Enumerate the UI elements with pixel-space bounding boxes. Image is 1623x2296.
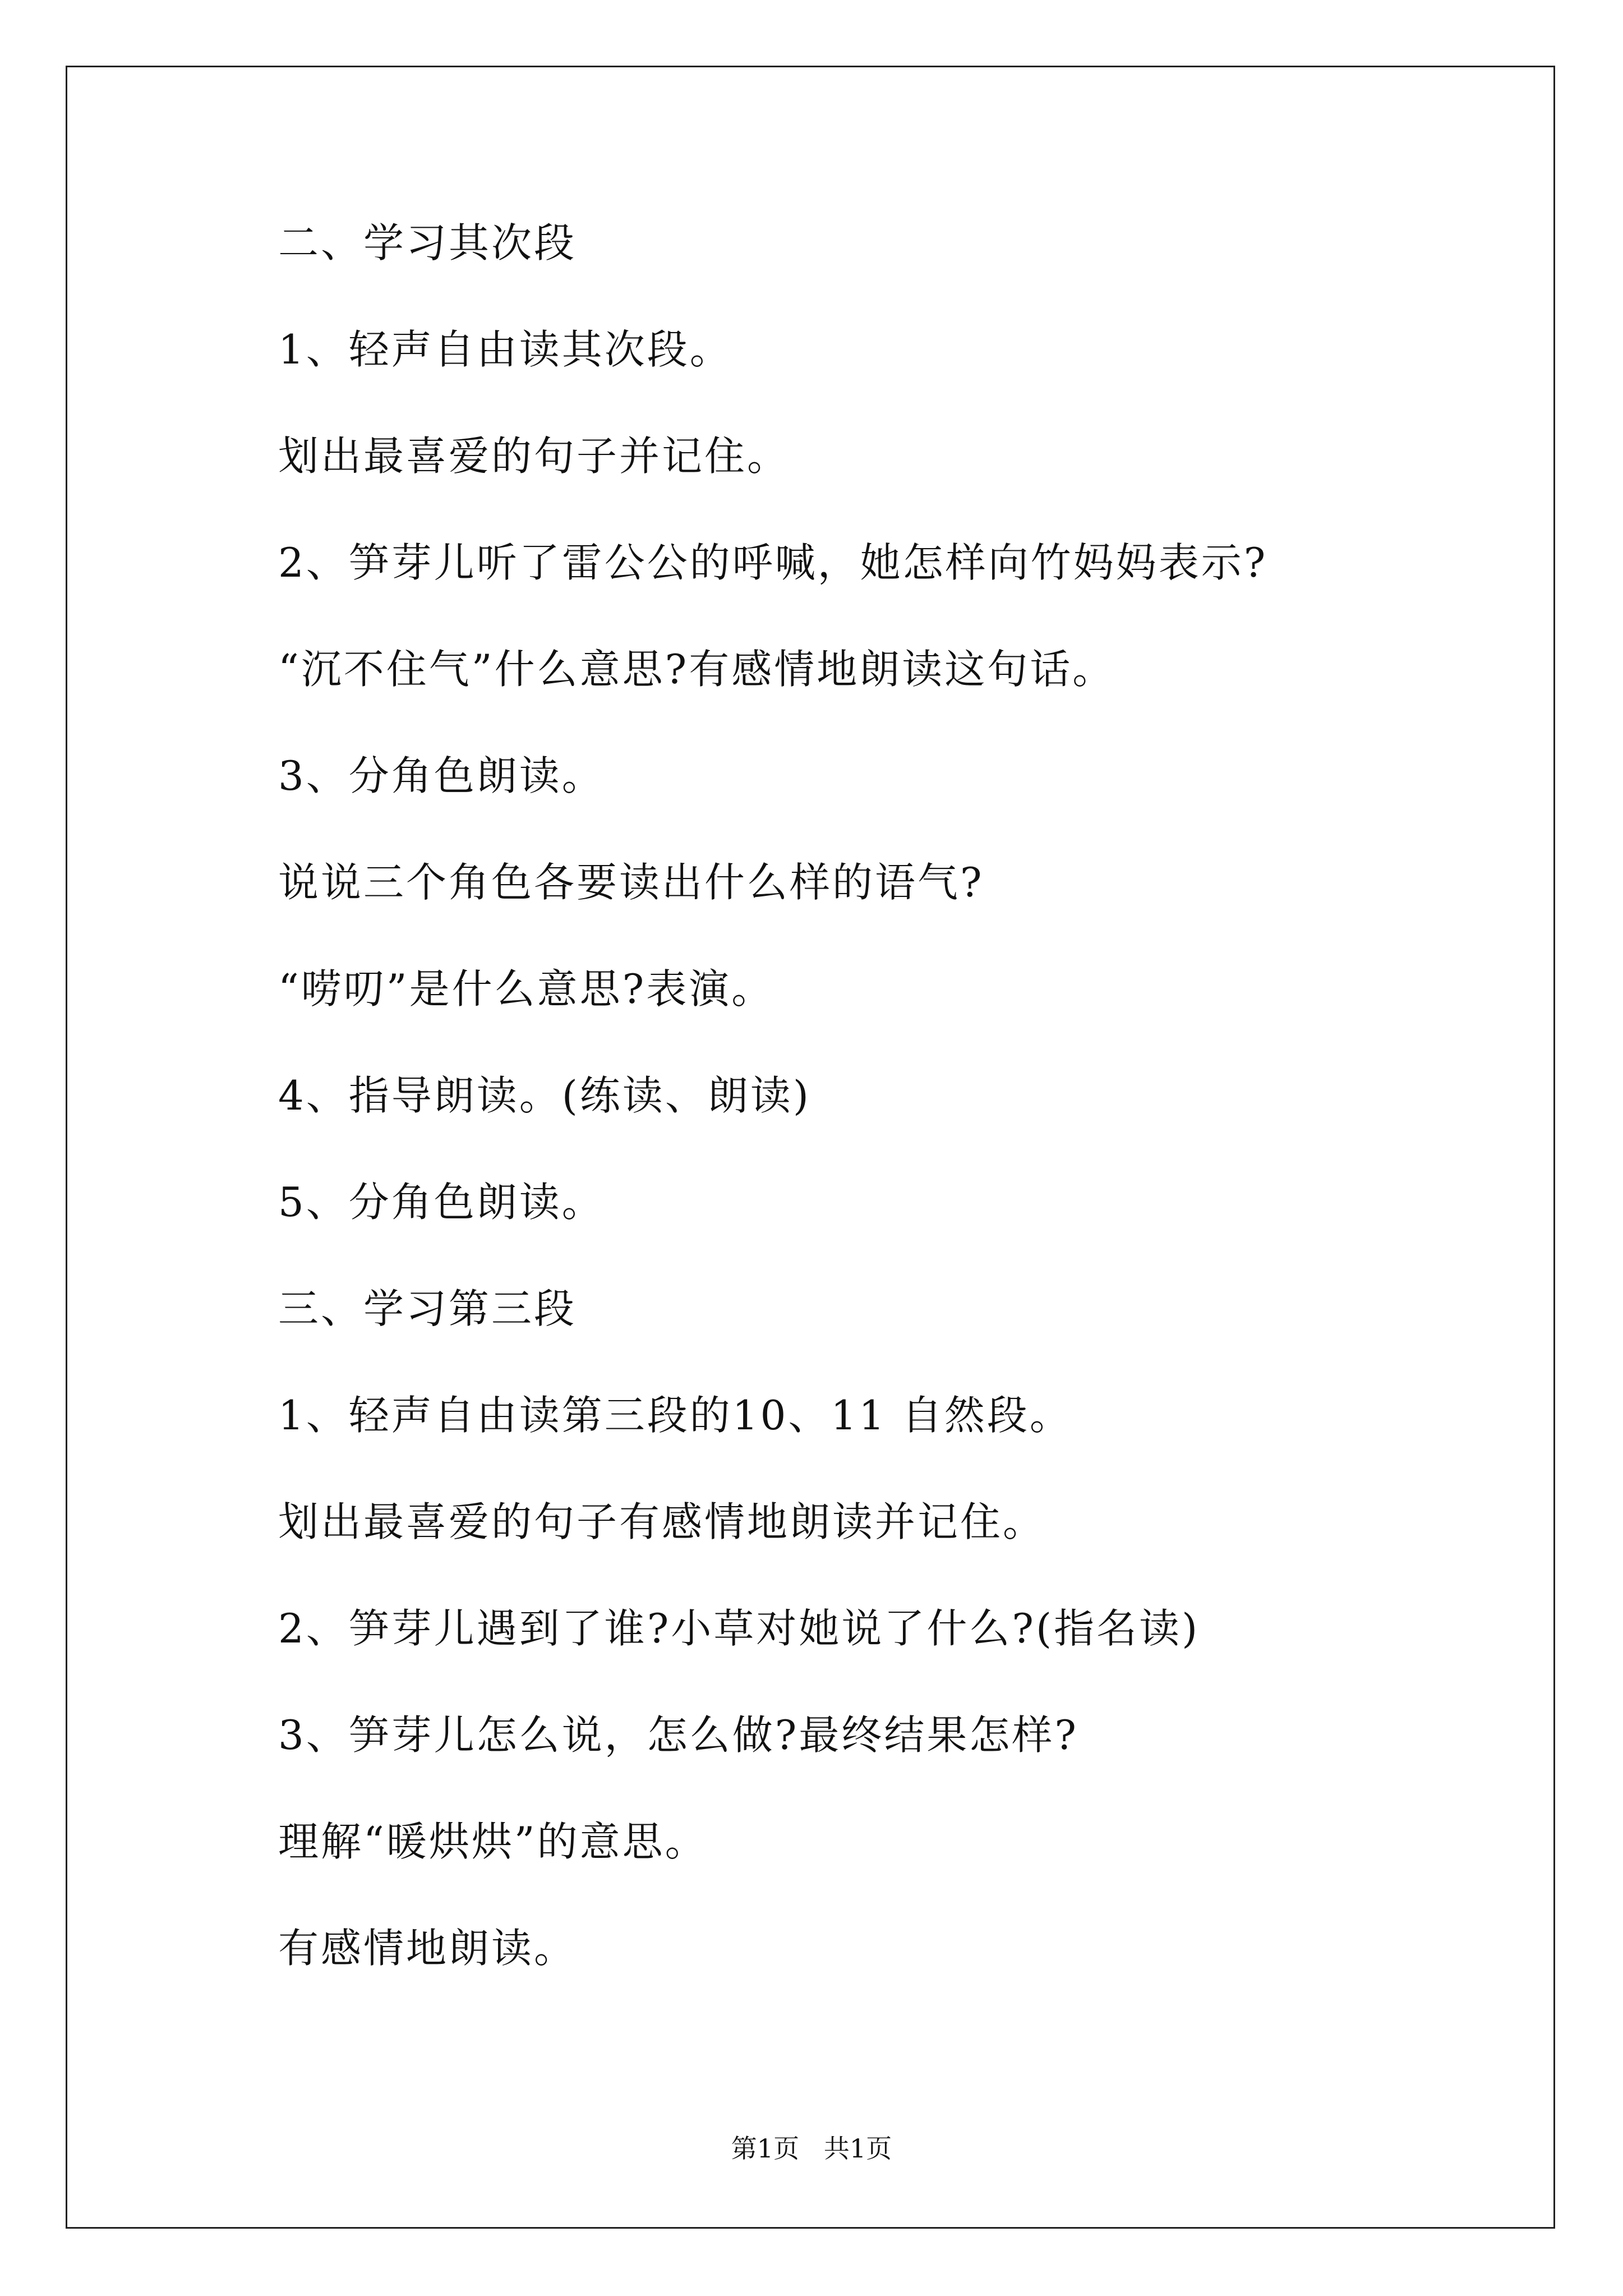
- section-heading-3: 三、学习第三段: [278, 1285, 577, 1332]
- paragraph-line: 2、笋芽儿遇到了谁?小草对她说了什么?(指名读): [278, 1605, 1200, 1652]
- paragraph-line: 划出最喜爱的句子有感情地朗读并记住。: [278, 1498, 1046, 1545]
- paragraph-line: “唠叨”是什么意思?表演。: [278, 965, 774, 1013]
- paragraph-line: 划出最喜爱的句子并记住。: [278, 432, 790, 480]
- paragraph-line: 1、轻声自由读其次段。: [278, 326, 732, 373]
- paragraph-line: 理解“暖烘烘”的意思。: [278, 1818, 708, 1865]
- section-heading-2: 二、学习其次段: [278, 219, 577, 266]
- paragraph-line: 有感情地朗读。: [278, 1925, 577, 1972]
- paragraph-line: 4、指导朗读。(练读、朗读): [278, 1072, 811, 1119]
- paragraph-line: 3、分角色朗读。: [278, 752, 605, 799]
- paragraph-line: 说说三个角色各要读出什么样的语气?: [278, 859, 984, 906]
- paragraph-line: 1、轻声自由读第三段的10、11 自然段。: [278, 1392, 1072, 1439]
- page-number-footer: 第1页 共1页: [731, 2133, 892, 2164]
- page-border: [66, 66, 1555, 2229]
- paragraph-line: 5、分角色朗读。: [278, 1179, 605, 1226]
- paragraph-line: 3、笋芽儿怎么说，怎么做?最终结果怎样?: [278, 1711, 1079, 1759]
- paragraph-line: 2、笋芽儿听了雷公公的呼喊，她怎样向竹妈妈表示?: [278, 539, 1268, 586]
- paragraph-line: “沉不住气”什么意思?有感情地朗读这句话。: [278, 646, 1115, 693]
